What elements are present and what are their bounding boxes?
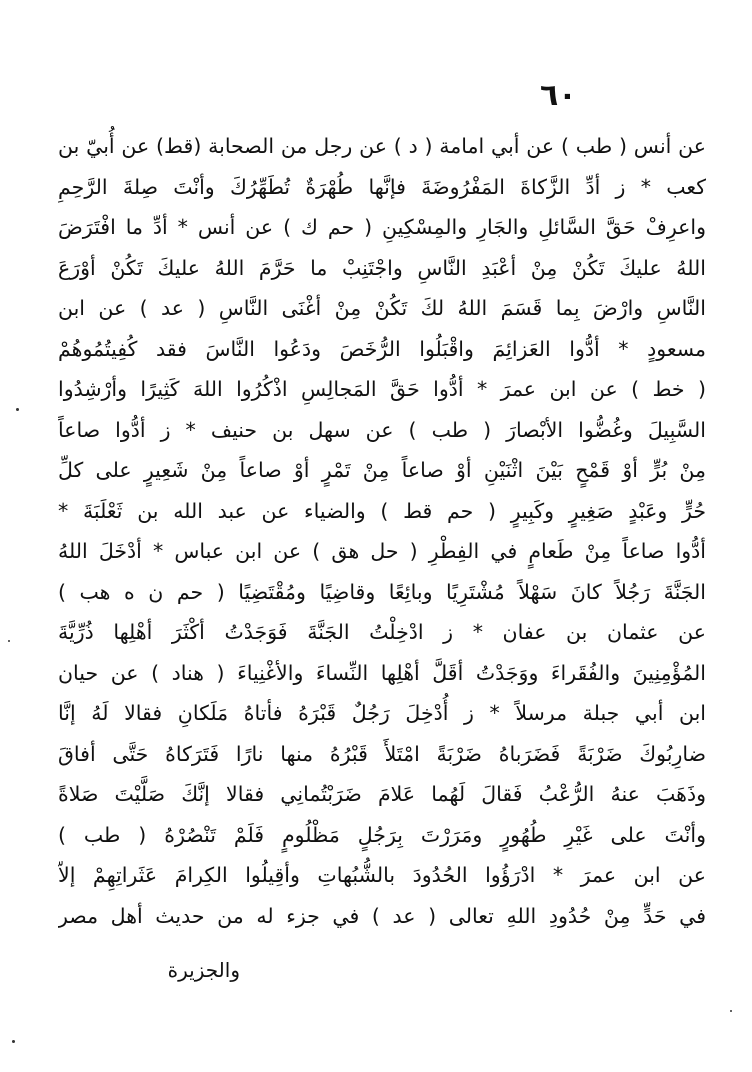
text-line: مسعودٍ * أدُّوا العَزائِمَ واقْبَلُوا الرُّخَصَ ودَعُوا النَّاسَ فقد كُفِيتُمُوهُمْ xyxy=(58,336,706,361)
text-line: أدُّوا صاعاً مِنْ طَعامٍ في الفِطْرِ ( حل هق ) عن ابن عباس * أدْخَلَ اللهُ xyxy=(58,539,706,563)
catchword: والجزيرة xyxy=(167,958,240,982)
text-line: المُؤْمِنِينَ والفُقَراءَ ووَجَدْتُ أقَلَّ أهْلِها النِّساءَ والأغْنِياءَ ( هناد ) عن حيان xyxy=(58,660,706,685)
scan-speck xyxy=(16,408,19,411)
page-number: ٦٠ xyxy=(540,78,577,113)
text-line: وأنْتَ على غَيْرِ طُهُورٍ ومَرَرْتَ بِرَجُلٍ مَظْلُومٍ فَلَمْ تَنْصُرْهُ ( طب ) xyxy=(58,822,706,847)
text-line: ( خط ) عن ابن عمرَ * أدُّوا حَقَّ المَجالِسِ اذْكُرُوا اللهَ كَثِيرًا وأرْشِدُوا xyxy=(58,377,706,401)
text-line: واعرِفْ حَقَّ السَّائلِ والجَارِ والمِسْكِينِ ( حم ك ) عن أنس * أدِّ ما افْتَرَضَ xyxy=(58,215,706,239)
text-line: في حَدٍّ مِنْ حُدُودِ اللهِ تعالى ( عد ) في جزء له من حديث أهل مصر xyxy=(58,903,706,928)
text-line: عن ابن عمرَ * ادْرَؤُوا الحُدُودَ بالشُّبُهاتِ وأقِيلُوا الكِرامَ عَثَراتِهِمْ إلاّ xyxy=(58,863,706,887)
text-line: الجَنَّةَ رَجُلاً كانَ سَهْلاً مُشْتَرِيًا وبائِعًا وقاضِيًا ومُقْتَضِيًا ( حم ن ه هب ) xyxy=(58,579,706,604)
text-line: النَّاسِ وارْضَ بِما قَسَمَ اللهُ لكَ تَكُنْ مِنْ أغْنَى النَّاسِ ( عد ) عن ابن xyxy=(58,296,706,320)
hadith-text-block xyxy=(58,126,706,936)
scan-speck xyxy=(730,1010,732,1012)
text-line: عن أنس ( طب ) عن أبي امامة ( د ) عن رجل من الصحابة (قط) عن أُبيّ بن xyxy=(58,134,706,158)
text-line: حُرٍّ وعَبْدٍ صَغِيرٍ وكَبِيرٍ ( حم قط ) والضياء عن عبد الله بن ثَعْلَبَةَ * xyxy=(58,498,706,523)
text-line: كعب * ز أدِّ الزَّكاةَ المَفْرُوضَةَ فإنَّها طُهْرَةٌ تُطَهِّرُكَ وأنْتَ صِلةَ الرَّحِمِ xyxy=(58,174,706,199)
scan-speck xyxy=(12,1040,15,1043)
text-line: عن عثمان بن عفان * ز ادْخِلْتُ الجَنَّةَ فَوَجَدْتُ أكْثَرَ أهْلِها ذُرِّيَّةَ xyxy=(58,620,706,644)
text-line: مِنْ بُرٍّ أوْ قَمْحٍ بَيْنَ اثْنَيْنِ أوْ صاعاً مِنْ تَمْرٍ أوْ صاعاً مِنْ شَعِيرٍ على كلِّ xyxy=(58,458,706,482)
text-line: ضارِبُوكَ ضَرْبَةً فَضَرَباهُ ضَرْبَةً امْتَلأَ قَبْرُهُ منها نارًا فَتَرَكاهُ حَتَّى أفاقَ xyxy=(58,741,706,766)
text-line: اللهُ عليكَ تَكُنْ مِنْ أعْبَدِ النَّاسِ واجْتَنِبْ ما حَرَّمَ اللهُ عليكَ تَكُنْ أوْرَعَ xyxy=(58,255,706,280)
text-line: وذَهَبَ عنهُ الرُّعْبُ فَقالَ لَهُما عَلامَ ضَرَبْتُمانِي فقالا إنَّكَ صَلَّيْتَ صَلاةً xyxy=(58,782,706,806)
text-line: ابن أبي جبلة مرسلاً * ز أُدْخِلَ رَجُلٌ قَبْرَهُ فأتاهُ مَلَكانِ فقالا لَهُ إنَّا xyxy=(58,701,706,725)
text-line: السَّبِيلَ وغُضُّوا الأبْصارَ ( طب ) عن سهل بن حنيف * ز أدُّوا صاعاً xyxy=(58,417,706,442)
scan-speck xyxy=(8,640,10,642)
